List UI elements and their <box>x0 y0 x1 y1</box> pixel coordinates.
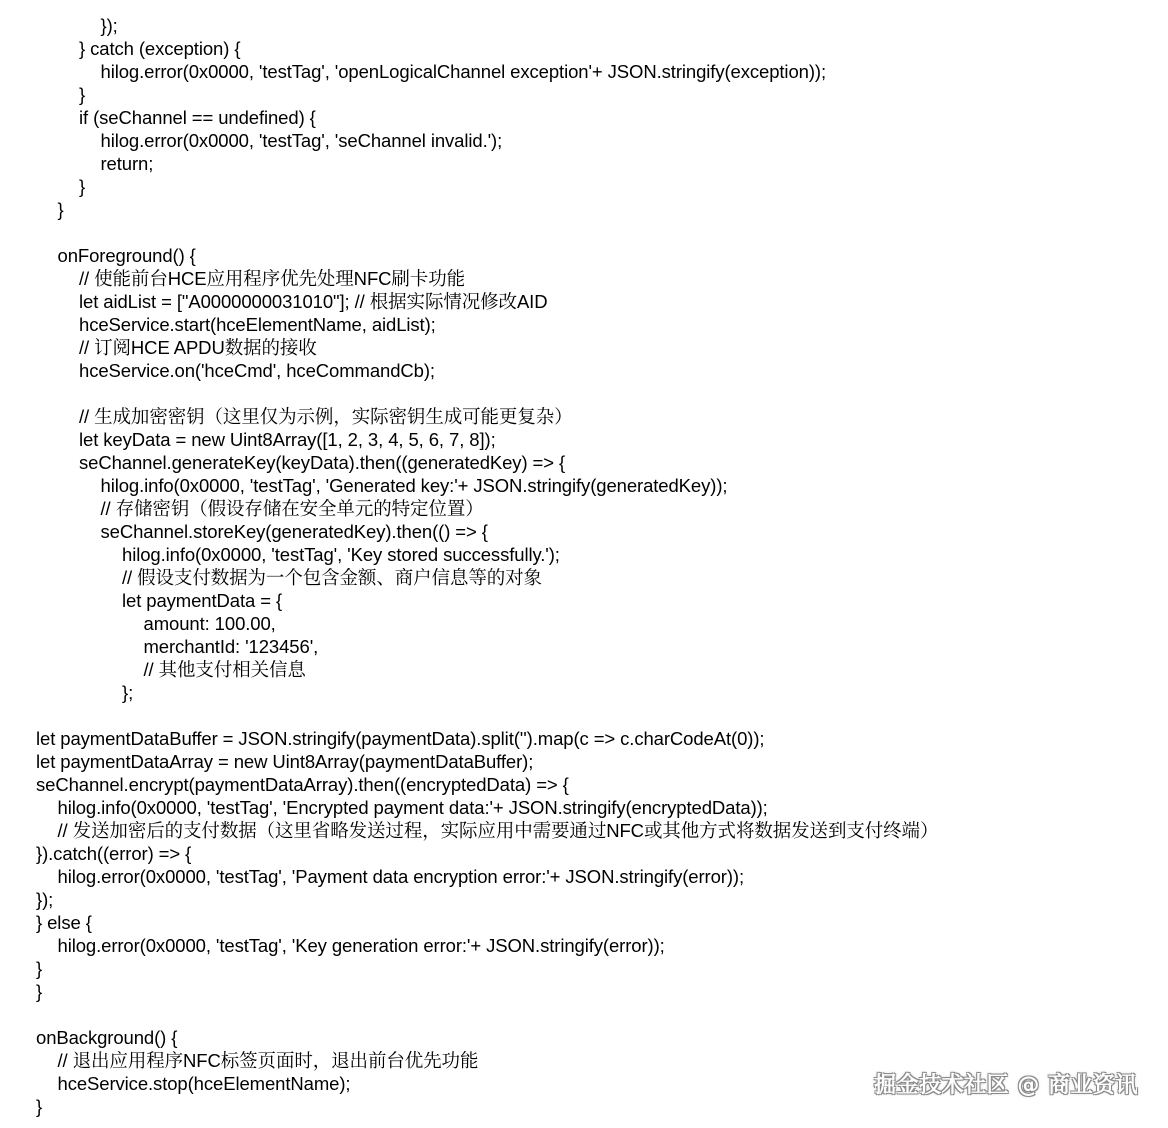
code-line: } <box>36 981 43 1002</box>
code-line: hceService.stop(hceElementName); <box>57 1073 351 1094</box>
code-line: onBackground() { <box>36 1027 178 1048</box>
code-line <box>36 704 1136 727</box>
code-line: }); <box>100 15 118 36</box>
code-line <box>36 221 1136 244</box>
code-line: // 发送加密后的支付数据（这里省略发送过程，实际应用中需要通过NFC或其他方式将数据发送到支付终端） <box>57 820 939 841</box>
code-document <box>36 14 1136 1118</box>
code-line: // 存储密钥（假设存储在安全单元的特定位置） <box>100 498 484 519</box>
code-line: amount: 100.00, <box>143 613 276 634</box>
code-line: return; <box>100 153 154 174</box>
code-line: } <box>36 958 43 979</box>
code-line <box>36 1003 1136 1026</box>
code-line: hceService.on('hceCmd', hceCommandCb); <box>79 360 435 381</box>
code-line: merchantId: '123456', <box>143 636 319 657</box>
code-line <box>36 382 1136 405</box>
code-line: let paymentData = { <box>122 590 283 611</box>
code-line: hilog.error(0x0000, 'testTag', 'openLogicalChannel exception'+ JSON.stringify(exception)); <box>100 61 826 82</box>
code-line: seChannel.storeKey(generatedKey).then(() => { <box>100 521 488 542</box>
code-line: // 生成加密密钥（这里仅为示例，实际密钥生成可能更复杂） <box>79 406 573 427</box>
code-line: } catch (exception) { <box>79 38 241 59</box>
code-line: hilog.info(0x0000, 'testTag', 'Encrypted payment data:'+ JSON.stringify(encryptedData)); <box>57 797 768 818</box>
code-line: let keyData = new Uint8Array([1, 2, 3, 4, 5, 6, 7, 8]); <box>79 429 496 450</box>
code-line: if (seChannel == undefined) { <box>79 107 316 128</box>
code-line: // 其他支付相关信息 <box>143 659 306 680</box>
code-line: }; <box>122 682 134 703</box>
code-line: // 订阅HCE APDU数据的接收 <box>79 337 317 358</box>
code-line: hilog.info(0x0000, 'testTag', 'Generated key:'+ JSON.stringify(generatedKey)); <box>100 475 728 496</box>
code-line: seChannel.generateKey(keyData).then((generatedKey) => { <box>79 452 566 473</box>
code-line: let paymentDataArray = new Uint8Array(paymentDataBuffer); <box>36 751 534 772</box>
code-line: let paymentDataBuffer = JSON.stringify(paymentData).split('').map(c => c.charCodeAt(0)); <box>36 728 765 749</box>
code-line: // 退出应用程序NFC标签页面时，退出前台优先功能 <box>57 1050 479 1071</box>
code-line: hilog.error(0x0000, 'testTag', 'Key generation error:'+ JSON.stringify(error)); <box>57 935 665 956</box>
code-line: } <box>36 1096 43 1117</box>
code-line: let aidList = ["A0000000031010"]; // 根据实际情况修改AID <box>79 291 548 312</box>
code-line: // 假设支付数据为一个包含金额、商户信息等的对象 <box>122 567 542 588</box>
code-line: } <box>57 199 64 220</box>
code-line: hilog.info(0x0000, 'testTag', 'Key stored successfully.'); <box>122 544 560 565</box>
code-line: hilog.error(0x0000, 'testTag', 'Payment data encryption error:'+ JSON.stringify(error)); <box>57 866 745 887</box>
code-line: }); <box>36 889 54 910</box>
code-line: } else { <box>36 912 92 933</box>
code-line: // 使能前台HCE应用程序优先处理NFC刷卡功能 <box>79 268 466 289</box>
code-line: } <box>79 176 86 197</box>
code-line: hceService.start(hceElementName, aidList); <box>79 314 436 335</box>
code-line: seChannel.encrypt(paymentDataArray).then((encryptedData) => { <box>36 774 569 795</box>
code-line: onForeground() { <box>57 245 196 266</box>
code-line: }).catch((error) => { <box>36 843 192 864</box>
code-line: } <box>79 84 86 105</box>
code-line: hilog.error(0x0000, 'testTag', 'seChannel invalid.'); <box>100 130 503 151</box>
watermark: 掘金技术社区 @ 商业资讯 <box>874 1073 1138 1098</box>
